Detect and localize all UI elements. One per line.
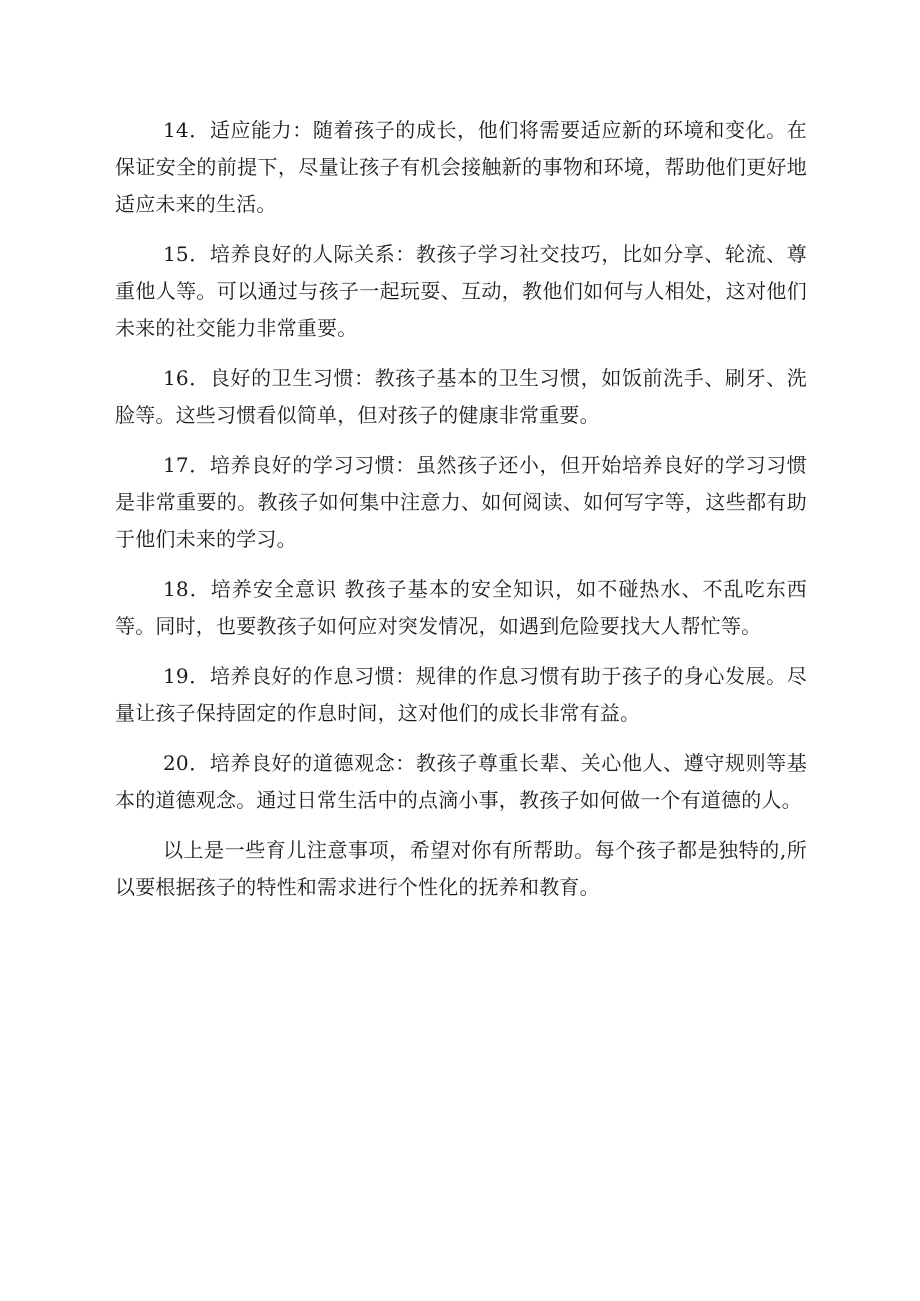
document-body	[115, 112, 807, 919]
paragraph-item-16: 16．良好的卫生习惯：教孩子基本的卫生习惯，如饭前洗手、刷牙、洗脸等。这些习惯看似简单，但对孩子的健康非常重要。	[115, 366, 807, 427]
paragraph-item-18: 18．培养安全意识 教孩子基本的安全知识，如不碰热水、不乱吃东西等。同时，也要教孩子如何应对突发情况，如遇到危险要找大人帮忙等。	[115, 577, 807, 638]
paragraph-item-20: 20．培养良好的道德观念：教孩子尊重长辈、关心他人、遵守规则等基本的道德观念。通过日常生活中的点滴小事，教孩子如何做一个有道德的人。	[115, 751, 807, 812]
paragraph-item-14: 14．适应能力：随着孩子的成长，他们将需要适应新的环境和变化。在保证安全的前提下，尽量让孩子有机会接触新的事物和环境，帮助他们更好地适应未来的生活。	[115, 118, 807, 216]
paragraph-item-15: 15．培养良好的人际关系：教孩子学习社交技巧，比如分享、轮流、尊重他人等。可以通过与孩子一起玩耍、互动，教他们如何与人相处，这对他们未来的社交能力非常重要。	[115, 242, 807, 340]
paragraph-item-17: 17．培养良好的学习习惯：虽然孩子还小，但开始培养良好的学习习惯是非常重要的。教孩子如何集中注意力、如何阅读、如何写字等，这些都有助于他们未来的学习。	[115, 453, 807, 551]
closing-paragraph: 以上是一些育儿注意事项，希望对你有所帮助。每个孩子都是独特的,所以要根据孩子的特性和需求进行个性化的抚养和教育。	[115, 838, 807, 899]
paragraph-item-19: 19．培养良好的作息习惯：规律的作息习惯有助于孩子的身心发展。尽量让孩子保持固定的作息时间，这对他们的成长非常有益。	[115, 664, 807, 725]
